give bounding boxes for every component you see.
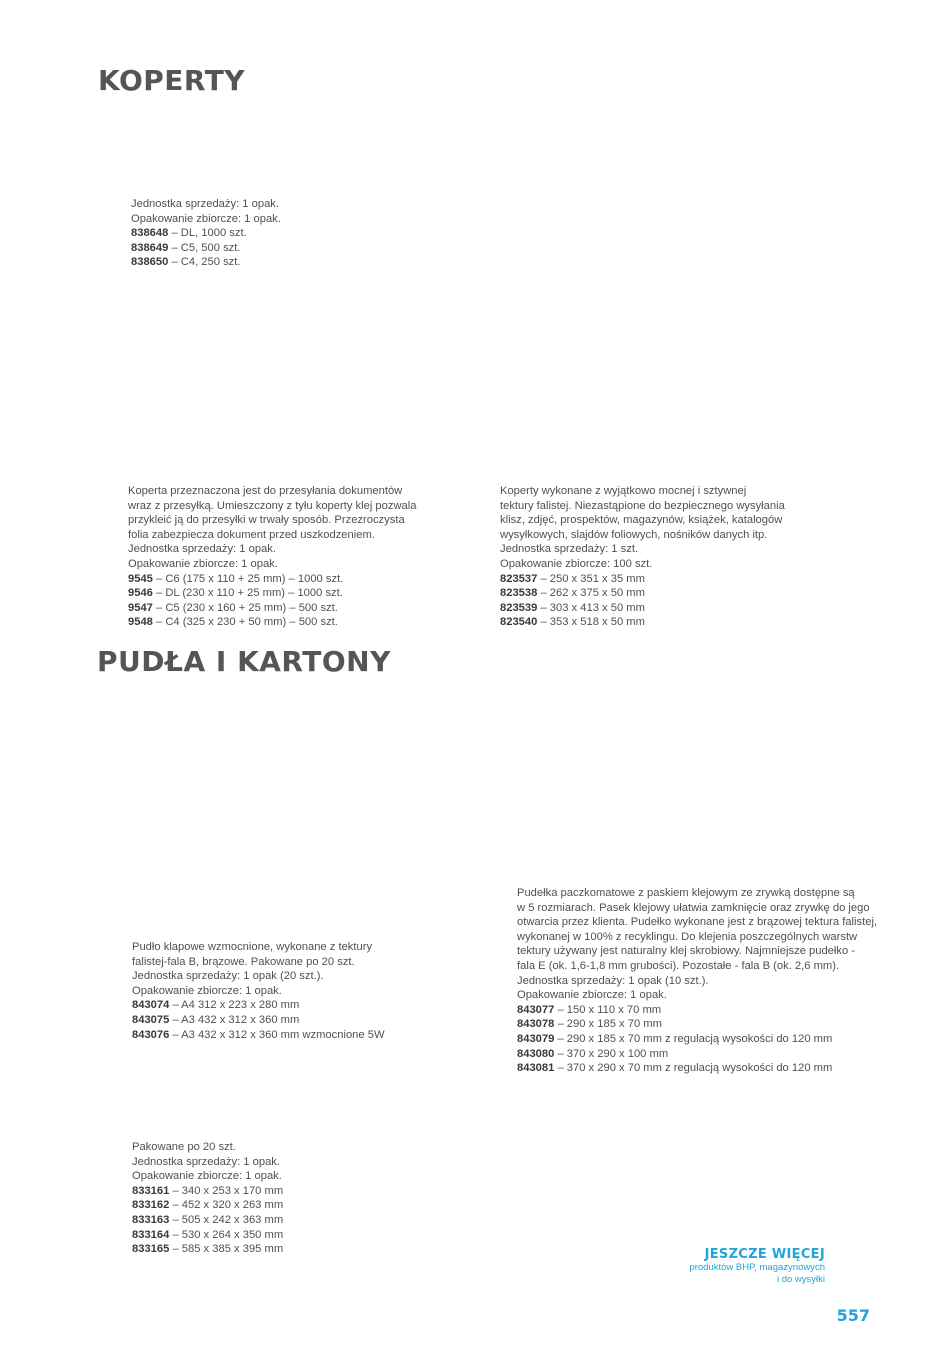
product-line — [132, 1242, 283, 1257]
text-line: wykonanej w 100% z recyklingu. Do klejenia poszczególnych warstw — [517, 930, 858, 943]
text-line: w 5 rozmiarach. Pasek klejowy ułatwia zamknięcie oraz zrywkę do jego — [517, 901, 870, 914]
product-line — [517, 1047, 877, 1062]
product-code: 838648 — [131, 227, 169, 240]
product-block-koperty-2 — [128, 484, 416, 630]
product-desc: – 585 x 385 x 395 mm — [169, 1243, 284, 1256]
product-desc: – 303 x 413 x 50 mm — [537, 601, 645, 614]
product-code: 838649 — [131, 241, 169, 254]
promo-subtitle-line: i do wysyłki — [776, 1273, 825, 1285]
product-line — [132, 1013, 385, 1028]
promo-subtitle-line: produktów BHP, magazynowych — [689, 1262, 825, 1273]
product-code: 823537 — [500, 572, 538, 585]
product-line — [132, 1213, 283, 1228]
text-line: falistej-fala B, brązowe. Pakowane po 20 szt. — [132, 955, 355, 968]
product-line — [128, 572, 416, 587]
product-line — [500, 572, 785, 587]
promo-more-products[interactable] — [689, 1247, 825, 1285]
product-code: 9546 — [128, 587, 153, 600]
text-line: fala E (ok. 1,6-1,8 mm grubości). Pozostałe - fala B (ok. 2,6 mm). — [517, 959, 840, 972]
product-code: 833162 — [132, 1199, 170, 1212]
product-line — [131, 255, 281, 270]
product-line — [517, 1032, 877, 1047]
product-desc: – C5 (230 x 160 + 25 mm) – 500 szt. — [152, 601, 338, 614]
product-desc: – 340 x 253 x 170 mm — [169, 1184, 284, 1197]
product-desc: – DL (230 x 110 + 25 mm) – 1000 szt. — [152, 587, 343, 600]
product-desc: – 530 x 264 x 350 mm — [169, 1228, 284, 1241]
text-line: Koperta przeznaczona jest do przesyłania dokumentów — [128, 485, 403, 497]
product-block-pudla-2 — [517, 886, 877, 1076]
product-code: 9547 — [128, 601, 153, 614]
product-desc: – 262 x 375 x 50 mm — [537, 587, 645, 600]
product-desc: – 452 x 320 x 263 mm — [169, 1199, 284, 1212]
product-desc: – A3 432 x 312 x 360 mm wzmocnione 5W — [169, 1028, 385, 1041]
text-line: Jednostka sprzedaży: 1 opak. — [131, 198, 280, 210]
product-line — [132, 1028, 385, 1043]
product-line — [131, 226, 281, 241]
product-desc: – C4, 250 szt. — [168, 256, 241, 269]
product-code: 838650 — [131, 256, 169, 269]
text-line: Jednostka sprzedaży: 1 opak. — [132, 1155, 281, 1168]
product-line — [500, 586, 785, 601]
section-title-pudla: PUDŁA I KARTONY — [97, 645, 391, 678]
product-line — [128, 615, 416, 630]
text-line: Opakowanie zbiorcze: 1 opak. — [132, 984, 282, 997]
text-line: Jednostka sprzedaży: 1 opak. — [128, 543, 277, 556]
text-line: Jednostka sprzedaży: 1 opak (10 szt.). — [517, 974, 709, 987]
product-block-pudla-1 — [132, 940, 385, 1042]
product-code: 833165 — [132, 1243, 170, 1256]
product-code: 9548 — [128, 616, 153, 629]
product-line — [517, 1003, 877, 1018]
product-code: 843081 — [517, 1062, 555, 1075]
product-line — [132, 998, 385, 1013]
product-desc: – 370 x 290 x 70 mm z regulacją wysokości do 120 mm — [554, 1062, 833, 1075]
product-code: 843075 — [132, 1013, 170, 1026]
product-code: 843074 — [132, 999, 170, 1012]
text-line: folia zabezpiecza dokument przed uszkodzeniem. — [128, 528, 375, 541]
product-block-pudla-3 — [132, 1140, 283, 1257]
product-desc: – C6 (175 x 110 + 25 mm) – 1000 szt. — [152, 572, 344, 585]
text-line: Pudło klapowe wzmocnione, wykonane z tektury — [132, 941, 373, 953]
product-desc: – C5, 500 szt. — [168, 241, 241, 254]
promo-title[interactable]: JESZCZE WIĘCEJ — [704, 1247, 825, 1262]
product-code: 843078 — [517, 1018, 555, 1031]
product-code: 843077 — [517, 1003, 555, 1016]
product-desc: – 353 x 518 x 50 mm — [537, 616, 645, 629]
text-line: Opakowanie zbiorcze: 1 opak. — [132, 1170, 282, 1183]
text-line: przykleić ją do przesyłki w trwały sposób. Przezroczysta — [128, 514, 405, 527]
text-line: klisz, zdjęć, prospektów, magazynów, książek, katalogów — [500, 514, 783, 527]
text-line: wysyłkowych, slajdów foliowych, nośników danych itp. — [500, 528, 768, 541]
text-line: wraz z przesyłką. Umieszczony z tyłu koperty klej pozwala — [128, 499, 417, 512]
product-desc: – 150 x 110 x 70 mm — [554, 1003, 662, 1016]
product-desc: – 370 x 290 x 100 mm — [554, 1047, 669, 1060]
product-line — [128, 601, 416, 616]
product-code: 823540 — [500, 616, 538, 629]
product-block-koperty-3 — [500, 484, 785, 630]
text-line: Jednostka sprzedaży: 1 szt. — [500, 543, 639, 556]
product-code: 843080 — [517, 1047, 555, 1060]
product-desc: – A4 312 x 223 x 280 mm — [169, 999, 300, 1012]
product-line — [500, 601, 785, 616]
section-title-koperty: KOPERTY — [98, 64, 246, 97]
product-line — [132, 1184, 283, 1199]
product-code: 9545 — [128, 572, 153, 585]
text-line: Pudełka paczkomatowe z paskiem klejowym ze zrywką dostępne są — [517, 887, 855, 899]
product-desc: – DL, 1000 szt. — [168, 227, 247, 240]
product-code: 823539 — [500, 601, 538, 614]
text-line: Koperty wykonane z wyjątkowo mocnej i sztywnej — [500, 485, 747, 497]
product-line — [128, 586, 416, 601]
text-line: Jednostka sprzedaży: 1 opak (20 szt.). — [132, 970, 324, 983]
product-line — [517, 1017, 877, 1032]
product-code: 833163 — [132, 1213, 170, 1226]
text-line: Opakowanie zbiorcze: 1 opak. — [128, 557, 278, 570]
product-line — [500, 615, 785, 630]
product-line — [131, 241, 281, 256]
product-line — [132, 1198, 283, 1213]
text-line: Opakowanie zbiorcze: 100 szt. — [500, 557, 653, 570]
text-line: otwarcia przez klienta. Pudełko wykonane jest z brązowej tektura falistej, — [517, 916, 878, 929]
page-number: 557 — [836, 1306, 870, 1325]
text-line: Pakowane po 20 szt. — [132, 1141, 236, 1153]
product-desc: – 250 x 351 x 35 mm — [537, 572, 645, 585]
product-line — [517, 1061, 877, 1076]
product-desc: – 290 x 185 x 70 mm — [554, 1018, 662, 1031]
product-desc: – C4 (325 x 230 + 50 mm) – 500 szt. — [152, 616, 338, 629]
product-desc: – 290 x 185 x 70 mm z regulacją wysokości do 120 mm — [554, 1032, 833, 1045]
text-line: Opakowanie zbiorcze: 1 opak. — [517, 989, 667, 1002]
text-line: tektury falistej. Niezastąpione do bezpiecznego wysyłania — [500, 499, 785, 512]
product-desc: – A3 432 x 312 x 360 mm — [169, 1013, 300, 1026]
text-line: Opakowanie zbiorcze: 1 opak. — [131, 212, 281, 225]
product-desc: – 505 x 242 x 363 mm — [169, 1213, 284, 1226]
product-line — [132, 1228, 283, 1243]
product-block-koperty-1 — [131, 197, 281, 270]
product-code: 843079 — [517, 1032, 555, 1045]
product-code: 843076 — [132, 1028, 170, 1041]
product-code: 823538 — [500, 587, 538, 600]
text-line: tektury używany jest naturalny klej skrobiowy. Najmniejsze pudełko - — [517, 945, 856, 958]
product-code: 833161 — [132, 1184, 170, 1197]
product-code: 833164 — [132, 1228, 170, 1241]
